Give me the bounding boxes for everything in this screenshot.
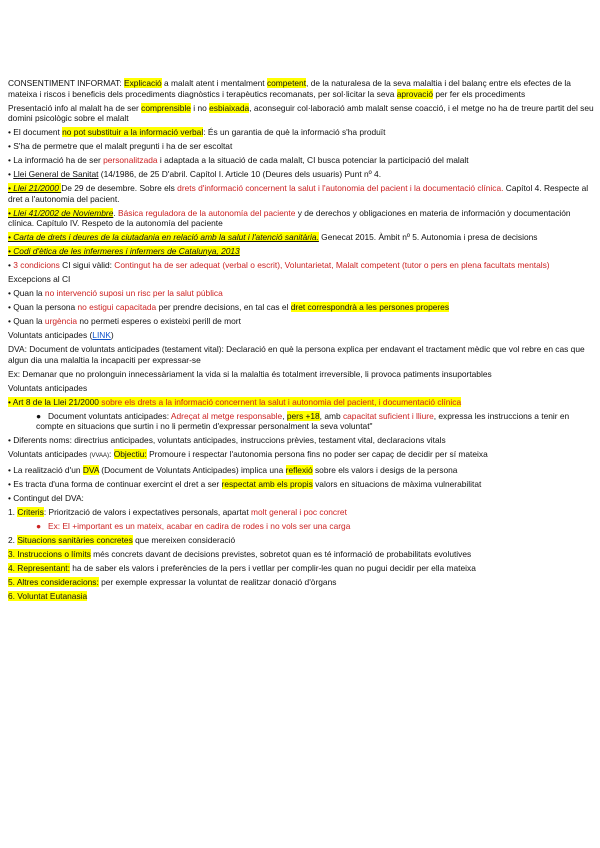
red-autonomia-paciente: Básica reguladora de la autonomía del paciente — [118, 207, 296, 218]
bullet-carta-drets — [8, 232, 594, 243]
item-altres — [8, 577, 594, 588]
bullet-llei-general-sanitat — [8, 169, 594, 180]
red-3-condicions: 3 condicions — [13, 260, 60, 271]
bullet-excepcio-capacitada — [8, 302, 594, 313]
red-personalitzada: personalitzada — [103, 155, 158, 166]
text-span: , amb — [319, 410, 343, 421]
red-example-carga: Ex: El +important es un mateix, acabar en cadira de rodes i no vols ser una carga — [48, 521, 351, 532]
highlight-criteris: Criteris — [17, 507, 44, 518]
red-no-capacitada: no estigui capacitada — [77, 302, 157, 313]
text-span: sobre els valors i desigs de la persona — [312, 465, 458, 476]
item-instruccions — [8, 549, 594, 560]
text-span: • — [8, 260, 14, 271]
excepcions-heading: Excepcions al CI — [8, 274, 71, 285]
sub-criteris-example — [8, 521, 594, 532]
highlight-comprensible: comprensible — [141, 102, 191, 113]
vvaa-abbrev: (VVAA) — [89, 453, 110, 460]
text-span: CI sigui vàlid: — [59, 260, 115, 271]
highlight-persones-properes: dret correspondrà a les persones properes — [290, 302, 450, 313]
text-span: • Quan la persona — [8, 302, 78, 313]
document-page — [8, 78, 594, 605]
highlight-llei-21-2000: • Llei 21/2000 — [8, 183, 62, 194]
voluntats-objectiu — [8, 449, 594, 462]
bullet-3-condicions — [8, 260, 594, 271]
text-span: per fer els procediments — [433, 88, 526, 99]
text-span: ha de saber els valors i preferències de la pers i vetllar per complir-les quan no pugui decidir per ella mateixa — [69, 563, 476, 574]
text-span: i adaptada a la situació de cada malalt, CI busca potenciar la participació del malalt — [157, 155, 469, 166]
text-span: • La realització d'un — [8, 465, 83, 476]
sub-document-voluntats — [8, 411, 594, 432]
item-situacions — [8, 535, 594, 546]
text-span: ) — [110, 330, 114, 341]
text-span: que mereixen consideració — [132, 535, 236, 546]
text-span: • Quan la — [8, 288, 45, 299]
text-span: • Quan la — [8, 316, 45, 327]
text-span: Voluntats anticipades ( — [8, 330, 93, 341]
bullet-llei-21-2000 — [8, 183, 594, 204]
bullet-excepcio-salut-publica — [8, 288, 594, 299]
text-span: (Document de Voluntats Anticipades) implica una — [98, 465, 286, 476]
voluntats-heading-2: Voluntats anticipades — [8, 382, 88, 393]
text-span: : Priorització de valors i expectatives personals, apartat — [43, 507, 251, 518]
highlight-esbiaixada: esbiaixada — [209, 102, 250, 113]
bullet-es-tracta — [8, 479, 594, 490]
voluntats-heading — [8, 330, 594, 341]
text-span: , aconseguir col·laboració amb malalt sense coacció, i el metge no ha de treure partit del seu domini psicològic sobre el malalt — [8, 102, 594, 124]
text-span: Document voluntats anticipades: — [48, 410, 171, 421]
bullet-personalitzada — [8, 155, 594, 166]
bullet-diferents-noms: • Diferents noms: directrius anticipades, voluntats anticipades, instruccions prèvies, testament vital, declaracions vitals — [8, 435, 446, 446]
presentacio-paragraph — [8, 103, 594, 124]
highlight-aprovacio: aprovació — [396, 88, 434, 99]
red-art8-title: sobre els drets a la informació concernent la salut i autonomia del pacient, i documentació clínica — [101, 396, 462, 407]
underline-llei-general: Llei General de Sanitat — [13, 169, 99, 180]
text-span: més concrets davant de decisions previstes, sobretot quan es té informació de probabilitats evolutives — [90, 549, 472, 560]
highlight-eutanasia: 6. Voluntat Eutanasia — [8, 591, 88, 602]
text-span: : És un garantia de què la informació s'ha produït — [203, 127, 386, 138]
highlight-representant: 4. Representant: — [8, 563, 70, 574]
bullet-llei-41-2002 — [8, 208, 594, 229]
highlight-dva: DVA — [82, 465, 99, 476]
bullet-art8 — [8, 397, 594, 408]
text-span: Promoure i respectar l'autonomia persona fins no poder ser capaç de decidir per sí mateixa — [146, 449, 488, 460]
red-molt-general: molt general i poc concret — [251, 507, 347, 518]
text-span: De 29 de desembre. Sobre els — [61, 183, 178, 194]
highlight-art8 — [8, 397, 461, 407]
text-span: per exemple expressar la voluntat de realitzar donació d'òrgans — [98, 577, 337, 588]
item-representant — [8, 563, 594, 574]
item-eutanasia — [8, 591, 594, 602]
consentiment-lead: CONSENTIMENT INFORMAT: — [8, 78, 125, 88]
highlight-llei-41-2002: • Llei 41/2002 de Noviembre — [8, 207, 114, 218]
text-span: i no — [190, 102, 210, 113]
bullet-preguntar: • S'ha de permetre que el malalt pregunti i ha de ser escoltat — [8, 141, 233, 152]
text-span: , — [282, 410, 287, 421]
text-span: , expressa les instruccions a tenir en compte en situacions que surtin i no li permetin d'expressar personalment la seva voluntat" — [36, 410, 570, 432]
highlight-reflexio: reflexió — [285, 465, 313, 476]
text-span: • Art 8 de la Llei 21/2000 — [8, 396, 102, 407]
highlight-codi-etica: • Codi d'ètica de les infermeres i infermers de Catalunya, 2013 — [8, 246, 240, 257]
bullet-excepcio-urgencia — [8, 316, 594, 327]
highlight-instruccions: 3. Instruccions o límits — [8, 549, 91, 560]
text-span: • — [8, 169, 14, 180]
voluntats-link[interactable]: LINK — [92, 330, 111, 341]
bullet-document-verbal — [8, 127, 594, 138]
red-capacitat: capacitat suficient i lliure — [342, 410, 434, 421]
text-span: • El document — [8, 127, 63, 138]
text-span: a malalt atent i mentalment — [161, 78, 267, 88]
dva-definition: DVA: Document de voluntats anticipades (testament vital): Declaració en què la persona explica per endavant el tractament mèdic que vol rebre en cas que algun dia una malaltia la incapaciti per expressar-se — [8, 344, 585, 365]
highlight-objectiu: Objectiu: — [113, 449, 147, 460]
highlight-carta-drets: • Carta de drets i deures de la ciutadania en relació amb la salut i l'atenció sanitària. — [8, 232, 319, 243]
text-span: no permeti esperes o existeixi perill de mort — [77, 316, 241, 327]
highlight-competent: competent — [266, 78, 307, 88]
bullet-dot: ● — [36, 410, 42, 421]
text-span: Presentació info al malalt ha de ser — [8, 102, 142, 113]
highlight-pers-18: pers +18 — [286, 410, 320, 421]
text-span: • La informació ha de ser — [8, 155, 104, 166]
red-metge-responsable: Adreçat al metge responsable — [170, 410, 283, 421]
text-span: 2. — [8, 535, 18, 546]
highlight-altres: 5. Altres consideracions: — [8, 577, 99, 588]
highlight-respectat: respectat amb els propis — [221, 479, 313, 490]
item-criteris — [8, 507, 594, 518]
text-span: Genecat 2015. Àmbit nº 5. Autonomia i presa de decisions — [318, 232, 538, 243]
text-span: : — [109, 449, 114, 460]
text-span: • Es tracta d'una forma de continuar exercint el dret a ser — [8, 479, 222, 490]
highlight-situacions: Situacions sanitàries concretes — [17, 535, 133, 546]
bullet-contingut-dva: • Contingut del DVA: — [8, 493, 84, 504]
bullet-codi-etica — [8, 246, 594, 257]
text-span: Capítol 4. Respecte al dret a l'autonomia del pacient. — [8, 183, 589, 204]
text-span: 1. — [8, 507, 18, 518]
text-span: valors en situacions de màxima vulnerabilitat — [312, 479, 482, 490]
red-drets-informacio: drets d'informació concernent la salut i l'autonomia del pacient i la documentació clínica. — [177, 183, 504, 194]
text-span: y de derechos y obligaciones en materia de información y documentación clínica. Capítulo IV. Respeto de la autonomía del paciente — [8, 207, 571, 229]
text-span: (14/1986, de 25 D'abril. Capítol I. Article 10 (Deures dels usuaris) Punt nº 4. — [98, 169, 382, 180]
dva-example: Ex: Demanar que no prolonguin innecessàriament la vida si la malaltia és totalment irreversible, li provoca patiments insuportables — [8, 368, 492, 379]
consentiment-paragraph — [8, 78, 594, 99]
bullet-dot: ● — [36, 521, 42, 532]
highlight-explicacio: Explicació — [124, 78, 162, 88]
bullet-realitzacio-dva — [8, 465, 594, 476]
text-span: per prendre decisions, en tal cas el — [156, 302, 291, 313]
text-span: , de la naturalesa de la seva malaltia i del balanç entre els efectes de la mateixa i riscos i beneficis dels procediments diagnòstics i terapèutics recomanats, per sol·licitar la seva — [8, 78, 571, 99]
red-urgencia: urgència — [44, 316, 78, 327]
highlight-no-substituir: no pot substituir a la informació verbal — [62, 127, 204, 138]
text-span: Voluntats anticipades — [8, 449, 90, 460]
red-salut-publica: no intervenció suposi un risc per la salut pública — [44, 288, 223, 299]
red-condicions-list: Contingut ha de ser adequat (verbal o escrit), Voluntarietat, Malalt competent (tutor o pers en plena facultats mentals) — [114, 260, 550, 271]
text-span: . — [113, 207, 119, 218]
